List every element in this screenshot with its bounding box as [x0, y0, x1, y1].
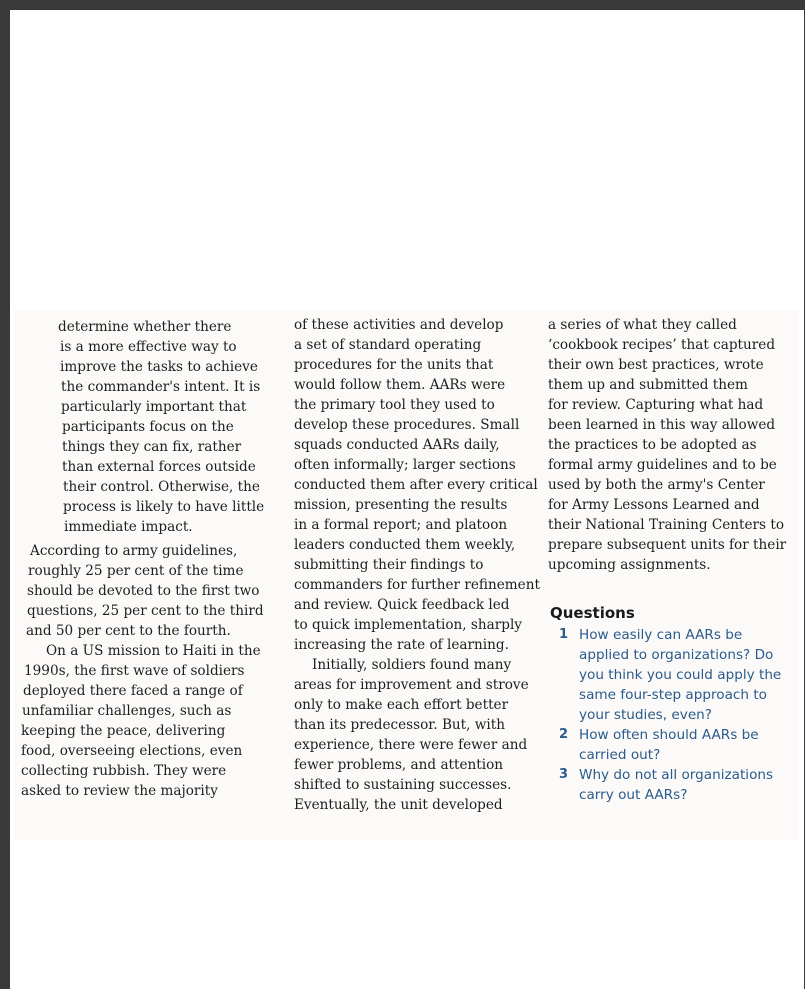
column-1-paragraphs [21, 541, 264, 801]
text-line: food, overseeing elections, even [21, 743, 243, 759]
text-line: fewer problems, and attention [294, 757, 504, 773]
text-line: their National Training Centers to [548, 517, 784, 533]
text-line: is a more effective way to [60, 339, 237, 355]
text-line: their own best practices, wrote [548, 357, 764, 373]
text-line: applied to organizations? Do [579, 647, 774, 663]
text-line: asked to review the majority [21, 783, 218, 799]
text-line: the commander's intent. It is [61, 379, 261, 395]
text-line: carried out? [579, 747, 661, 763]
text-line: According to army guidelines, [30, 543, 238, 559]
text-line: upcoming assignments. [548, 557, 711, 573]
text-line: and review. Quick feedback led [294, 597, 510, 613]
text-line: develop these procedures. Small [294, 417, 520, 433]
text-line: participants focus on the [62, 419, 234, 435]
text-line: questions, 25 per cent to the third [27, 603, 264, 619]
column-3-text [548, 315, 786, 575]
text-line: same four-step approach to [579, 687, 767, 703]
text-line: the practices to be adopted as [548, 437, 757, 453]
text-line: you think you could apply the [579, 667, 782, 683]
text-line: process is likely to have little [63, 499, 265, 515]
question-number: 1 [559, 627, 569, 642]
text-line: Why do not all organizations [579, 767, 774, 783]
text-line: used by both the army's Center [548, 477, 765, 493]
text-line: improve the tasks to achieve [60, 359, 258, 375]
question-number: 3 [559, 767, 569, 782]
text-line: areas for improvement and strove [294, 677, 529, 693]
text-line: collecting rubbish. They were [21, 763, 227, 779]
document-page [10, 10, 804, 989]
text-line: your studies, even? [579, 707, 713, 723]
text-line: particularly important that [61, 399, 247, 415]
text-line: only to make each effort better [294, 697, 509, 713]
column-1-bullet-text [58, 317, 264, 537]
text-line: and 50 per cent to the fourth. [26, 623, 231, 639]
question-text [579, 625, 781, 725]
column-2-text [294, 315, 540, 815]
viewer-top-bar [0, 0, 805, 10]
text-line: submitting their findings to [294, 557, 484, 573]
text-line: than its predecessor. But, with [294, 717, 505, 733]
text-line: things they can fix, rather [62, 439, 242, 455]
text-line: 1990s, the first wave of soldiers [24, 663, 245, 679]
text-line: been learned in this way allowed [548, 417, 776, 433]
text-line: unfamiliar challenges, such as [22, 703, 232, 719]
text-line: squads conducted AARs daily, [294, 437, 500, 453]
text-line: Eventually, the unit developed [294, 797, 503, 813]
text-line: a series of what they called [548, 317, 737, 333]
text-line: deployed there faced a range of [23, 683, 243, 699]
text-line: would follow them. AARs were [294, 377, 506, 393]
text-line: prepare subsequent units for their [548, 537, 787, 553]
text-line: experience, there were fewer and [294, 737, 528, 753]
questions-heading: Questions [550, 604, 635, 622]
question-text [579, 725, 759, 765]
text-line: for review. Capturing what had [548, 397, 764, 413]
text-line: in a formal report; and platoon [294, 517, 508, 533]
text-line: keeping the peace, delivering [21, 723, 226, 739]
text-line: should be devoted to the first two [27, 583, 260, 599]
text-line: commanders for further refinement [294, 577, 540, 593]
text-line: carry out AARs? [579, 787, 688, 803]
text-line: often informally; larger sections [294, 457, 516, 473]
text-line: shifted to sustaining successes. [294, 777, 512, 793]
text-line: immediate impact. [64, 519, 193, 535]
text-line: determine whether there [58, 319, 232, 335]
scanned-text-region [15, 310, 799, 840]
text-line: roughly 25 per cent of the time [28, 563, 244, 579]
text-line: their control. Otherwise, the [63, 479, 260, 495]
text-line: How often should AARs be [579, 727, 759, 743]
text-line: On a US mission to Haiti in the [46, 643, 261, 659]
text-line: How easily can AARs be [579, 627, 743, 643]
question-text [579, 765, 773, 805]
text-line: of these activities and develop [294, 317, 504, 333]
text-line: a set of standard operating [294, 337, 482, 353]
text-line: than external forces outside [62, 459, 256, 475]
text-line: formal army guidelines and to be [548, 457, 777, 473]
question-number: 2 [559, 727, 569, 742]
text-line: to quick implementation, sharply [294, 617, 522, 633]
text-line: for Army Lessons Learned and [548, 497, 760, 513]
text-line: ‘cookbook recipes’ that captured [548, 337, 776, 353]
text-line: procedures for the units that [294, 357, 494, 373]
text-line: increasing the rate of learning. [294, 637, 509, 653]
text-line: mission, presenting the results [294, 497, 508, 513]
text-line: conducted them after every critical [294, 477, 538, 493]
text-line: Initially, soldiers found many [312, 657, 512, 673]
text-line: leaders conducted them weekly, [294, 537, 516, 553]
text-line: them up and submitted them [548, 377, 748, 393]
text-line: the primary tool they used to [294, 397, 495, 413]
